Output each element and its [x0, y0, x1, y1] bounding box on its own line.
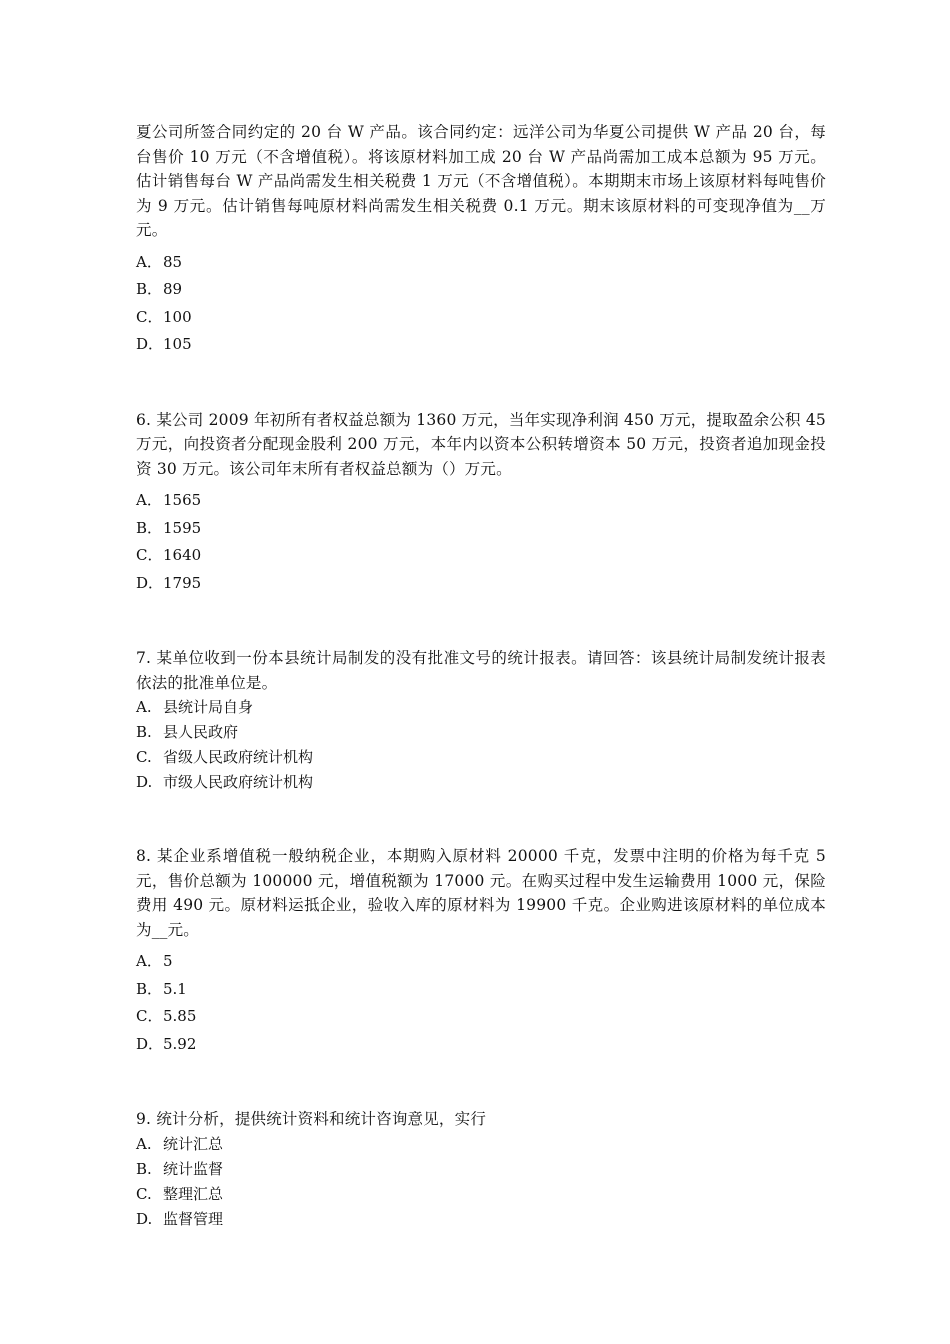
option-key: B． [136, 979, 163, 998]
spacer [136, 795, 826, 844]
option-text: 5.92 [163, 1034, 197, 1053]
option-key: A． [136, 491, 162, 509]
option-key: D． [136, 573, 164, 592]
option-d [136, 1207, 826, 1232]
option-text: 5.85 [163, 1007, 197, 1025]
option-a [136, 695, 826, 720]
option-a [136, 487, 826, 515]
option-key: D. [136, 1209, 153, 1228]
option-text: 5.1 [163, 979, 187, 998]
option-text: 统计汇总 [163, 1134, 224, 1153]
option-text: 1595 [163, 518, 202, 537]
option-text: 1795 [163, 573, 202, 592]
option-key: C． [136, 1007, 163, 1025]
option-key: A. [136, 1134, 152, 1153]
question-5 [136, 120, 826, 359]
option-list [136, 249, 826, 359]
option-key: A． [136, 252, 162, 271]
document-page [136, 120, 826, 1232]
question-stem: 7. 某单位收到一份本县统计局制发的没有批准文号的统计报表。请回答：该县统计局制发统计报表依法的批准单位是。 [136, 649, 826, 692]
option-key: C. [136, 1184, 152, 1203]
option-list [136, 695, 826, 795]
option-b [136, 515, 826, 543]
option-text: 整理汇总 [163, 1184, 224, 1203]
option-list [136, 948, 826, 1058]
option-b [136, 276, 826, 304]
question-8 [136, 844, 826, 1058]
option-key: B. [136, 1159, 152, 1178]
option-key: C. [136, 748, 152, 766]
spacer [136, 597, 826, 646]
option-key: D． [136, 1034, 164, 1053]
option-d [136, 570, 826, 598]
option-key: D． [136, 335, 164, 353]
option-text: 105 [163, 335, 192, 353]
question-stem: 夏公司所签合同约定的 20 台 W 产品。该合同约定：远洋公司为华夏公司提供 W 产品 20 台，每台售价 10 万元（不含增值税）。将该原材料加工成 20 台 W 产品尚需加工成本总额为 95 万元。估计销售每台 W 产品尚需发生相关税费 1 万元（不含增值税）。本期期末市场上该原材料每吨售价为 9 万元。估计销售每吨原材料尚需发生相关税费 0.1 万元。期末该原材料的可变现净值为__万元。 [136, 123, 826, 239]
option-a [136, 948, 826, 976]
option-text: 5 [163, 952, 173, 970]
option-b [136, 976, 826, 1004]
option-b [136, 1157, 826, 1182]
option-key: B. [136, 723, 152, 741]
question-stem: 9. 统计分析，提供统计资料和统计咨询意见，实行 [136, 1110, 487, 1128]
question-stem: 6. 某公司 2009 年初所有者权益总额为 1360 万元，当年实现净利润 450 万元，提取盈余公积 45 万元，向投资者分配现金股利 200 万元，本年内以资本公积转增资本 50 万元，投资者追加现金投资 30 万元。该公司年末所有者权益总额为（）万元。 [136, 410, 826, 478]
spacer [136, 359, 826, 408]
option-text: 统计监督 [163, 1159, 224, 1178]
question-7 [136, 646, 826, 795]
option-c [136, 304, 826, 332]
option-key: B． [136, 280, 163, 298]
option-key: C． [136, 307, 163, 326]
question-9 [136, 1107, 826, 1232]
option-b [136, 720, 826, 745]
option-a [136, 1132, 826, 1157]
option-key: D. [136, 773, 153, 791]
option-c [136, 745, 826, 770]
option-text: 监督管理 [163, 1209, 224, 1228]
option-key: C． [136, 546, 163, 564]
option-d [136, 770, 826, 795]
option-text: 市级人民政府统计机构 [163, 773, 314, 791]
option-key: A. [136, 698, 152, 716]
option-c [136, 542, 826, 570]
option-text: 县统计局自身 [163, 698, 254, 716]
option-text: 89 [163, 280, 183, 298]
option-a [136, 249, 826, 277]
option-key: B． [136, 518, 163, 537]
option-text: 县人民政府 [163, 723, 239, 741]
option-c [136, 1182, 826, 1207]
option-text: 省级人民政府统计机构 [163, 748, 314, 766]
option-text: 85 [163, 252, 183, 271]
option-list [136, 1132, 826, 1232]
option-d [136, 331, 826, 359]
option-text: 1640 [163, 546, 202, 564]
option-text: 100 [163, 307, 192, 326]
option-list [136, 487, 826, 597]
option-text: 1565 [163, 491, 202, 509]
question-6 [136, 408, 826, 598]
option-key: A． [136, 952, 162, 970]
option-c [136, 1003, 826, 1031]
question-stem: 8. 某企业系增值税一般纳税企业，本期购入原材料 20000 千克，发票中注明的价格为每千克 5 元，售价总额为 100000 元，增值税额为 17000 元。在购买过程中发生运输费用 1000 元，保险费用 490 元。原材料运抵企业，验收入库的原材料为 19900 千克。企业购进该原材料的单位成本为__元。 [136, 847, 826, 939]
spacer [136, 1058, 826, 1107]
option-d [136, 1031, 826, 1059]
